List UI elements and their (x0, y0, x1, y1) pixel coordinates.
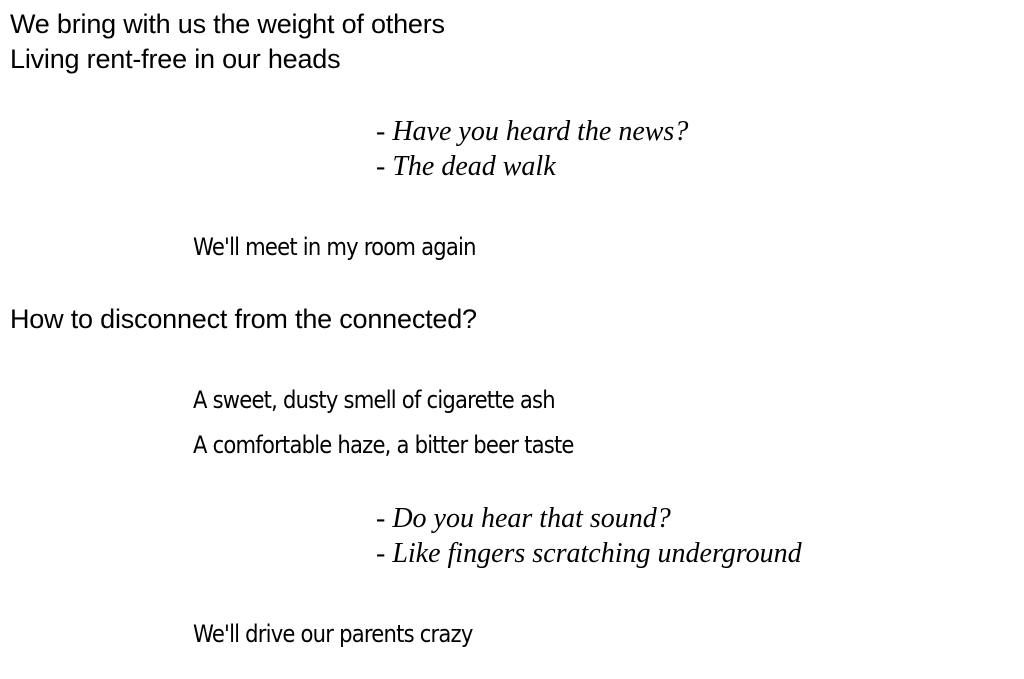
aside1-line: We'll meet in my room again (193, 233, 476, 261)
dialogue2-line1: - Do you hear that sound? (376, 503, 671, 534)
stanza1-line1: We bring with us the weight of others (10, 9, 445, 39)
aside2-line2: A comfortable haze, a bitter beer taste (193, 431, 574, 459)
dialogue1-line1: - Have you heard the news? (376, 116, 689, 147)
dialogue2-line2: - Like fingers scratching underground (376, 538, 802, 569)
stanza2-line1: How to disconnect from the connected? (10, 304, 477, 334)
aside3-line: We'll drive our parents crazy (193, 620, 473, 648)
aside2-line1: A sweet, dusty smell of cigarette ash (193, 386, 555, 414)
dialogue1-line2: - The dead walk (376, 151, 556, 182)
stanza1-line2: Living rent-free in our heads (10, 44, 341, 74)
